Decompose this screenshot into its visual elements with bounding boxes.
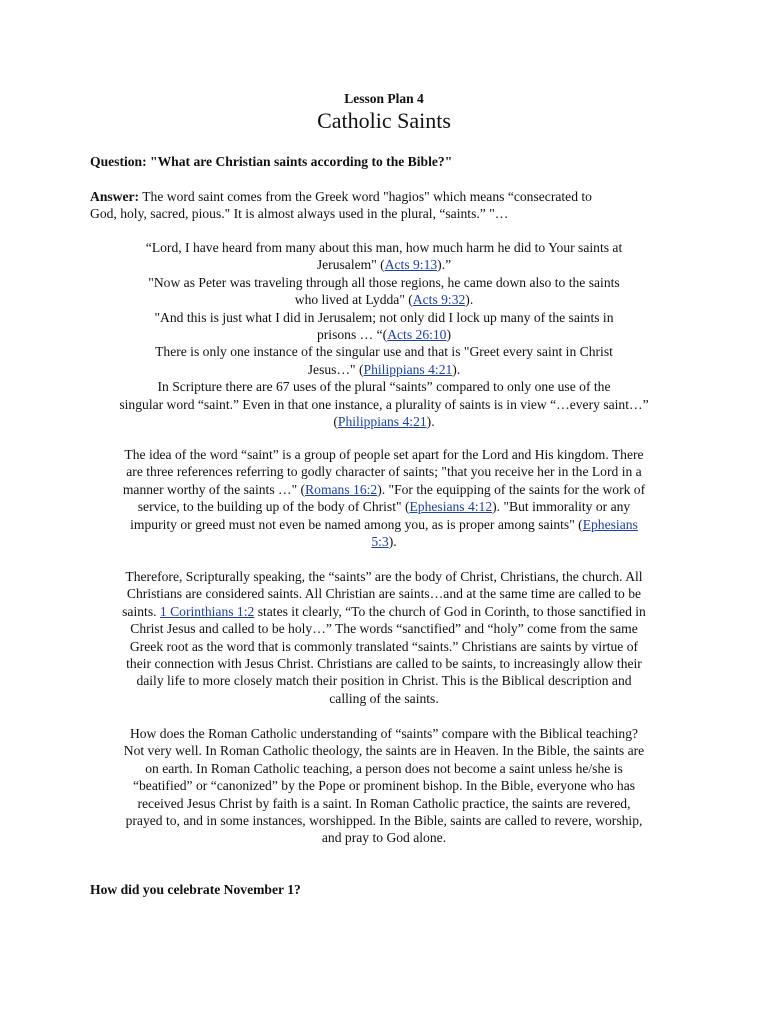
paragraph-line: on earth. In Roman Catholic teaching, a person does not become a saint unless he/she is <box>145 760 623 776</box>
answer-paragraph <box>90 188 678 223</box>
scripture-link-acts-9-32[interactable]: Acts 9:32 <box>412 292 466 308</box>
quote-line: "Now as Peter was traveling through all those regions, he came down also to the saints <box>148 274 620 290</box>
quote-line: ( <box>333 414 338 430</box>
scripture-quotes <box>88 239 680 430</box>
quote-line: ).” <box>437 257 452 273</box>
paragraph-line: How does the Roman Catholic understanding of “saints” compare with the Biblical teaching? <box>129 726 639 741</box>
paragraph-line: daily life to more closely match their position in Christ. This is the Biblical description and <box>136 673 632 689</box>
saint-meaning-paragraph <box>88 446 680 550</box>
scripture-link-philippians-4-21[interactable]: Philippians 4:21 <box>363 361 453 377</box>
scripture-link-acts-9-13[interactable]: Acts 9:13 <box>384 257 438 273</box>
paragraph-line: Therefore, Scripturally speaking, the “saints” are the body of Christ, Christians, the church. All <box>125 569 643 584</box>
quote-line: There is only one instance of the singular use and that is "Greet every saint in Christ <box>155 344 613 360</box>
paragraph-line: are three references referring to godly character of saints; "that you receive her in the Lord in a <box>126 464 642 480</box>
paragraph-line: “beatified” or “canonized” by the Pope or prominent bishop. In the Bible, everyone who has <box>132 778 636 794</box>
paragraph-line: prayed to, and in some instances, worshipped. In the Bible, saints are called to revere, worship, <box>125 813 643 829</box>
scriptural-saints-paragraph <box>88 568 680 707</box>
quote-line: ). <box>465 292 474 308</box>
lesson-label: Lesson Plan 4 <box>344 91 424 106</box>
paragraph-line: calling of the saints. <box>329 690 439 706</box>
paragraph-line: received Jesus Christ by faith is a saint. In Roman Catholic practice, the saints are revered, <box>137 795 631 811</box>
quote-line: ) <box>446 327 452 343</box>
paragraph-line: manner worthy of the saints …" ( <box>122 481 306 497</box>
page-title: Catholic Saints <box>317 108 451 133</box>
paragraph-line: ). "For the equipping of the saints for the work of <box>377 481 646 497</box>
quote-line: In Scripture there are 67 uses of the plural “saints” compared to only one use of the <box>157 379 611 395</box>
scripture-link-ephesians-4-12[interactable]: Ephesians 4:12 <box>409 499 493 515</box>
paragraph-line: The idea of the word “saint” is a group of people set apart for the Lord and His kingdom. There <box>124 447 644 462</box>
answer-text-line: God, holy, sacred, pious." It is almost always used in the plural, “saints.” "… <box>90 206 509 222</box>
quote-line: "And this is just what I did in Jerusalem; not only did I lock up many of the saints in <box>154 309 614 325</box>
quote-line: Jerusalem" ( <box>316 257 385 273</box>
scripture-link-ephesians-5-3[interactable]: 5:3 <box>371 534 389 550</box>
catholic-comparison-paragraph <box>88 725 680 847</box>
paragraph-line: Greek root as the word that is commonly translated “saints.” Christians are saints by virtue of <box>129 638 639 654</box>
answer-label: Answer: <box>90 189 140 204</box>
quote-line: ). <box>452 361 461 377</box>
scripture-link-romans-16-2[interactable]: Romans 16:2 <box>305 481 378 497</box>
paragraph-line: ). "But immorality or any <box>492 499 631 515</box>
paragraph-line: Christians are considered saints. All Christian are saints…and at the same time are called to be <box>126 586 642 602</box>
paragraph-line: and pray to God alone. <box>321 830 447 846</box>
paragraph-line: ). <box>388 534 397 550</box>
quote-line: ). <box>426 414 435 430</box>
paragraph-line: states it clearly, “To the church of God in Corinth, to those sanctified in <box>254 603 646 619</box>
scripture-link-ephesians-5-3[interactable]: Ephesians <box>582 516 638 532</box>
quote-line: Jesus…" ( <box>307 361 364 377</box>
quote-line: who lived at Lydda" ( <box>294 292 413 308</box>
paragraph-line: impurity or greed must not even be named among you, as is proper among saints" ( <box>130 516 583 532</box>
answer-text-line: The word saint comes from the Greek word "hagios" which means “consecrated to <box>139 189 592 204</box>
quote-line: “Lord, I have heard from many about this man, how much harm he did to Your saints at <box>145 240 623 255</box>
quote-line: prisons … “( <box>316 327 388 343</box>
paragraph-line: service, to the building up of the body of Christ" ( <box>137 499 410 515</box>
scripture-link-philippians-4-21[interactable]: Philippians 4:21 <box>337 414 427 430</box>
quote-line: singular word “saint.” Even in that one instance, a plurality of saints is in view “…every saint…” <box>119 396 649 412</box>
closing-question: How did you celebrate November 1? <box>90 882 301 897</box>
scripture-link-acts-26-10[interactable]: Acts 26:10 <box>387 327 447 343</box>
question-heading: Question: "What are Christian saints according to the Bible?" <box>90 154 453 169</box>
paragraph-line: saints. <box>122 603 160 619</box>
scripture-link-1-corinthians-1-2[interactable]: 1 Corinthians 1:2 <box>159 603 255 619</box>
paragraph-line: Christ Jesus and called to be holy…” The words “sanctified” and “holy” come from the same <box>130 621 638 637</box>
paragraph-line: Not very well. In Roman Catholic theology, the saints are in Heaven. In the Bible, the saints are <box>123 743 645 759</box>
paragraph-line: their connection with Jesus Christ. Christians are called to be saints, to increasingly allow their <box>126 656 642 672</box>
